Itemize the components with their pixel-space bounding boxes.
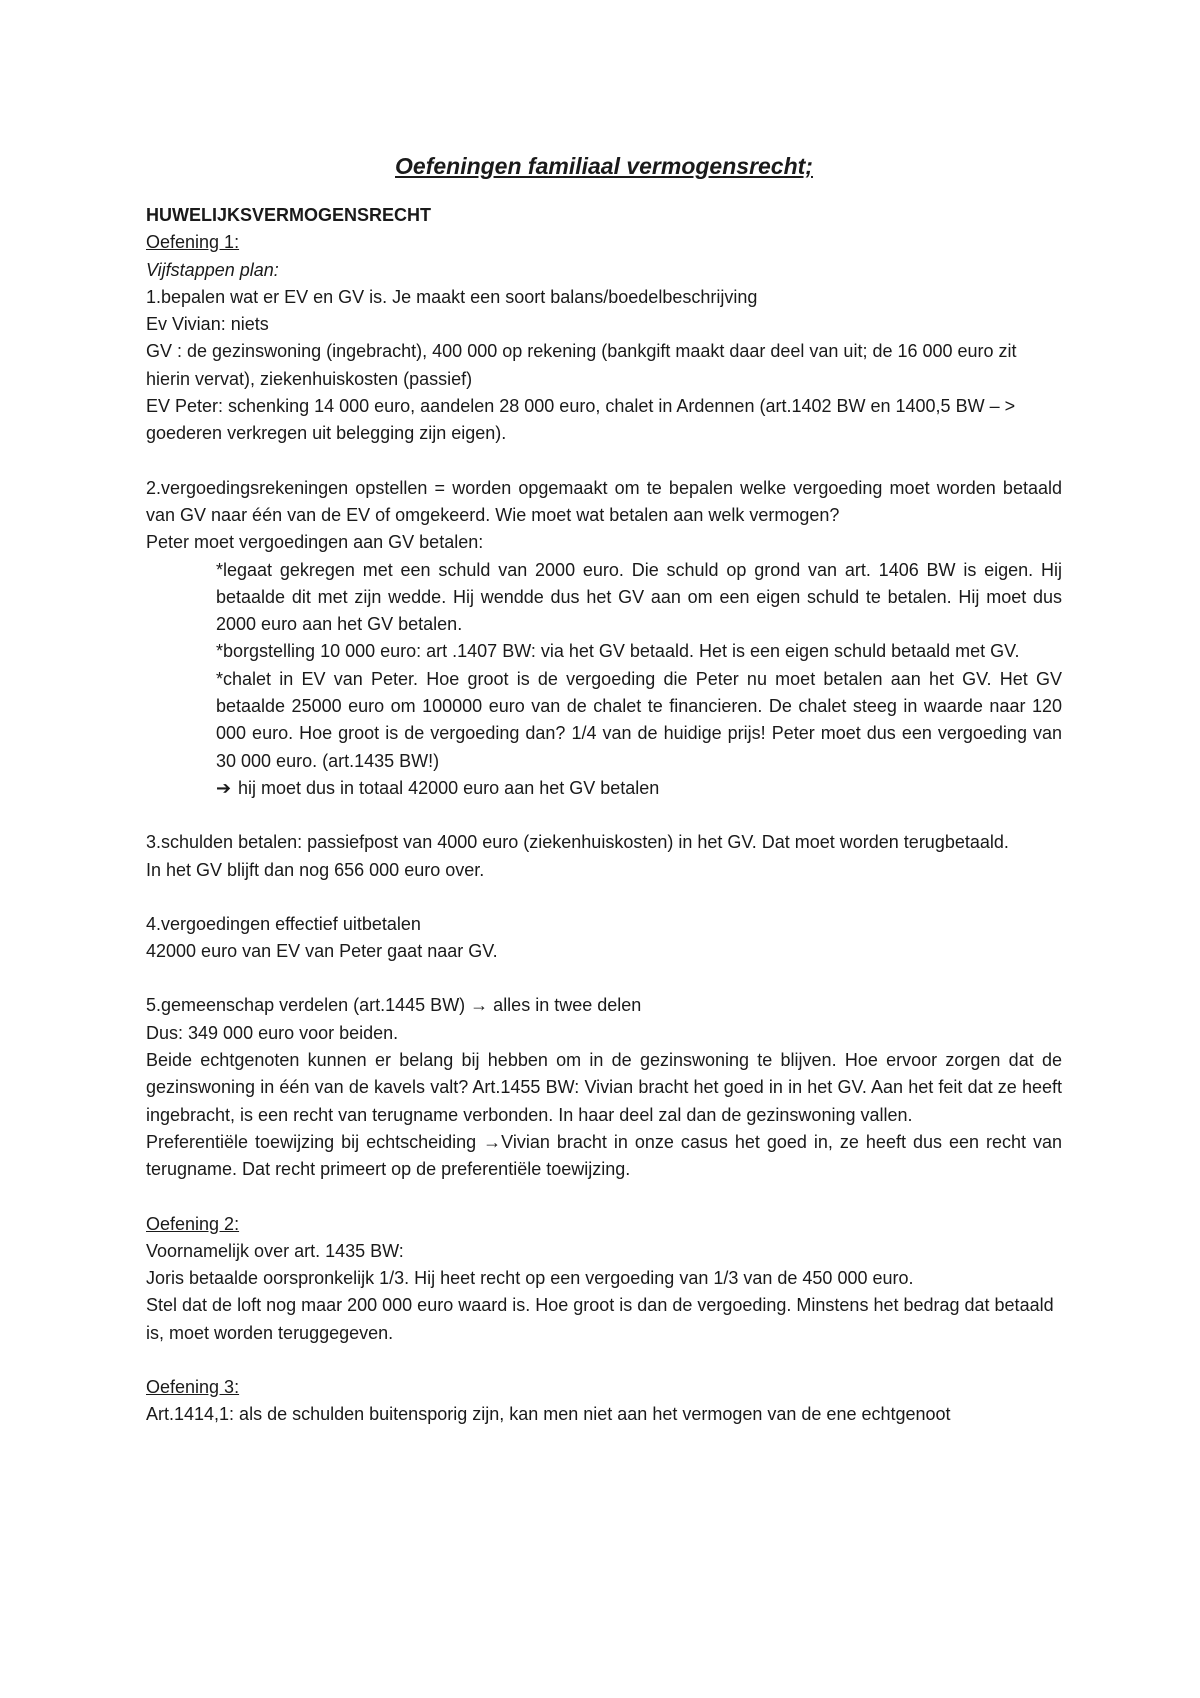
step-2-item-borgstelling: *borgstelling 10 000 euro: art .1407 BW: via het GV betaald. Het is een eigen schuld betaald met GV.	[216, 641, 1020, 662]
step-5-preferential: Preferentiële toewijzing bij echtscheiding →Vivian bracht in onze casus het goed in, ze heeft dus een recht van terugname. Dat recht primeert op de preferentiële toewijzing.	[146, 1131, 1062, 1180]
step-5-dus: Dus: 349 000 euro voor beiden.	[146, 1022, 399, 1043]
step-2-items	[146, 557, 1062, 803]
document-content	[146, 150, 1062, 1429]
step-1-ev-vivian: Ev Vivian: niets	[146, 314, 269, 335]
step-3-title: 3.schulden betalen: passiefpost van 4000 euro (ziekenhuiskosten) in het GV. Dat moet worden terugbetaald.	[146, 832, 1009, 853]
exercise-3-heading: Oefening 3:	[146, 1376, 240, 1397]
step-5-paragraph: Beide echtgenoten kunnen er belang bij hebben om in de gezinswoning te blijven. Hoe ervoor zorgen dat de gezinswoning in één van de kavels valt? Art.1455 BW: Vivian bracht het goed in in het GV. Aan het feit dat ze heeft ingebracht, is een recht van terugname verbonden. In haar deel zal dan de gezinswoning vallen.	[146, 1050, 1062, 1125]
arrow-right-icon: ➔	[216, 777, 232, 798]
step-4-line: 42000 euro van EV van Peter gaat naar GV.	[146, 941, 498, 962]
step-1-ev-peter: EV Peter: schenking 14 000 euro, aandelen 28 000 euro, chalet in Ardennen (art.1402 BW en 1400,5 BW – > goederen verkregen uit belegging zijn eigen).	[146, 396, 1016, 444]
step-2-item-chalet: *chalet in EV van Peter. Hoe groot is de vergoeding die Peter nu moet betalen aan het GV. Het GV betaalde 25000 euro om 100000 euro van de chalet te financieren. De chalet steeg in waarde naar 120 000 euro. Hoe groot is de vergoeding dan? 1/4 van de huidige prijs! Peter moet dus een vergoeding van 30 000 euro. (art.1435 BW!)	[216, 668, 1062, 771]
exercise-1-heading: Oefening 1:	[146, 232, 240, 253]
exercise-2-line-3: Stel dat de loft nog maar 200 000 euro waard is. Hoe groot is dan de vergoeding. Minstens het bedrag dat betaald is, moet worden teruggegeven.	[146, 1295, 1054, 1343]
step-1-title: 1.bepalen wat er EV en GV is. Je maakt een soort balans/boedelbeschrijving	[146, 286, 758, 307]
step-5-title: 5.gemeenschap verdelen (art.1445 BW) → alles in twee delen	[146, 995, 642, 1016]
step-1-gv: GV : de gezinswoning (ingebracht), 400 000 op rekening (bankgift maakt daar deel van uit; de 16 000 euro zit hierin vervat), ziekenhuiskosten (passief)	[146, 341, 1017, 389]
step-3-rest: In het GV blijft dan nog 656 000 euro over.	[146, 859, 485, 880]
step-4-title: 4.vergoedingen effectief uitbetalen	[146, 913, 421, 934]
step-2-title: 2.vergoedingsrekeningen opstellen = worden opgemaakt om te bepalen welke vergoeding moet worden betaald van GV naar één van de EV of omgekeerd. Wie moet wat betalen aan welk vermogen?	[146, 477, 1062, 525]
document-title: Oefeningen familiaal vermogensrecht;	[395, 153, 813, 179]
step-2-intro: Peter moet vergoedingen aan GV betalen:	[146, 532, 484, 553]
exercise-2-heading: Oefening 2:	[146, 1213, 240, 1234]
exercise-2-line-1: Voornamelijk over art. 1435 BW:	[146, 1240, 404, 1261]
step-2-total-line	[216, 775, 1062, 802]
step-2-total: hij moet dus in totaal 42000 euro aan het GV betalen	[238, 777, 660, 798]
step-2-item-legaat: *legaat gekregen met een schuld van 2000 euro. Die schuld op grond van art. 1406 BW is eigen. Hij betaalde dit met zijn wedde. Hij wendde dus het GV aan om een eigen schuld te betalen. Hij moet dus 2000 euro aan het GV betalen.	[216, 559, 1062, 635]
five-step-plan-subheading: Vijfstappen plan:	[146, 259, 279, 280]
exercise-2-line-2: Joris betaalde oorspronkelijk 1/3. Hij heet recht op een vergoeding van 1/3 van de 450 000 euro.	[146, 1268, 914, 1289]
section-heading: HUWELIJKSVERMOGENSRECHT	[146, 205, 432, 225]
exercise-3-line-1: Art.1414,1: als de schulden buitensporig zijn, kan men niet aan het vermogen van de ene echtgenoot	[146, 1404, 951, 1425]
